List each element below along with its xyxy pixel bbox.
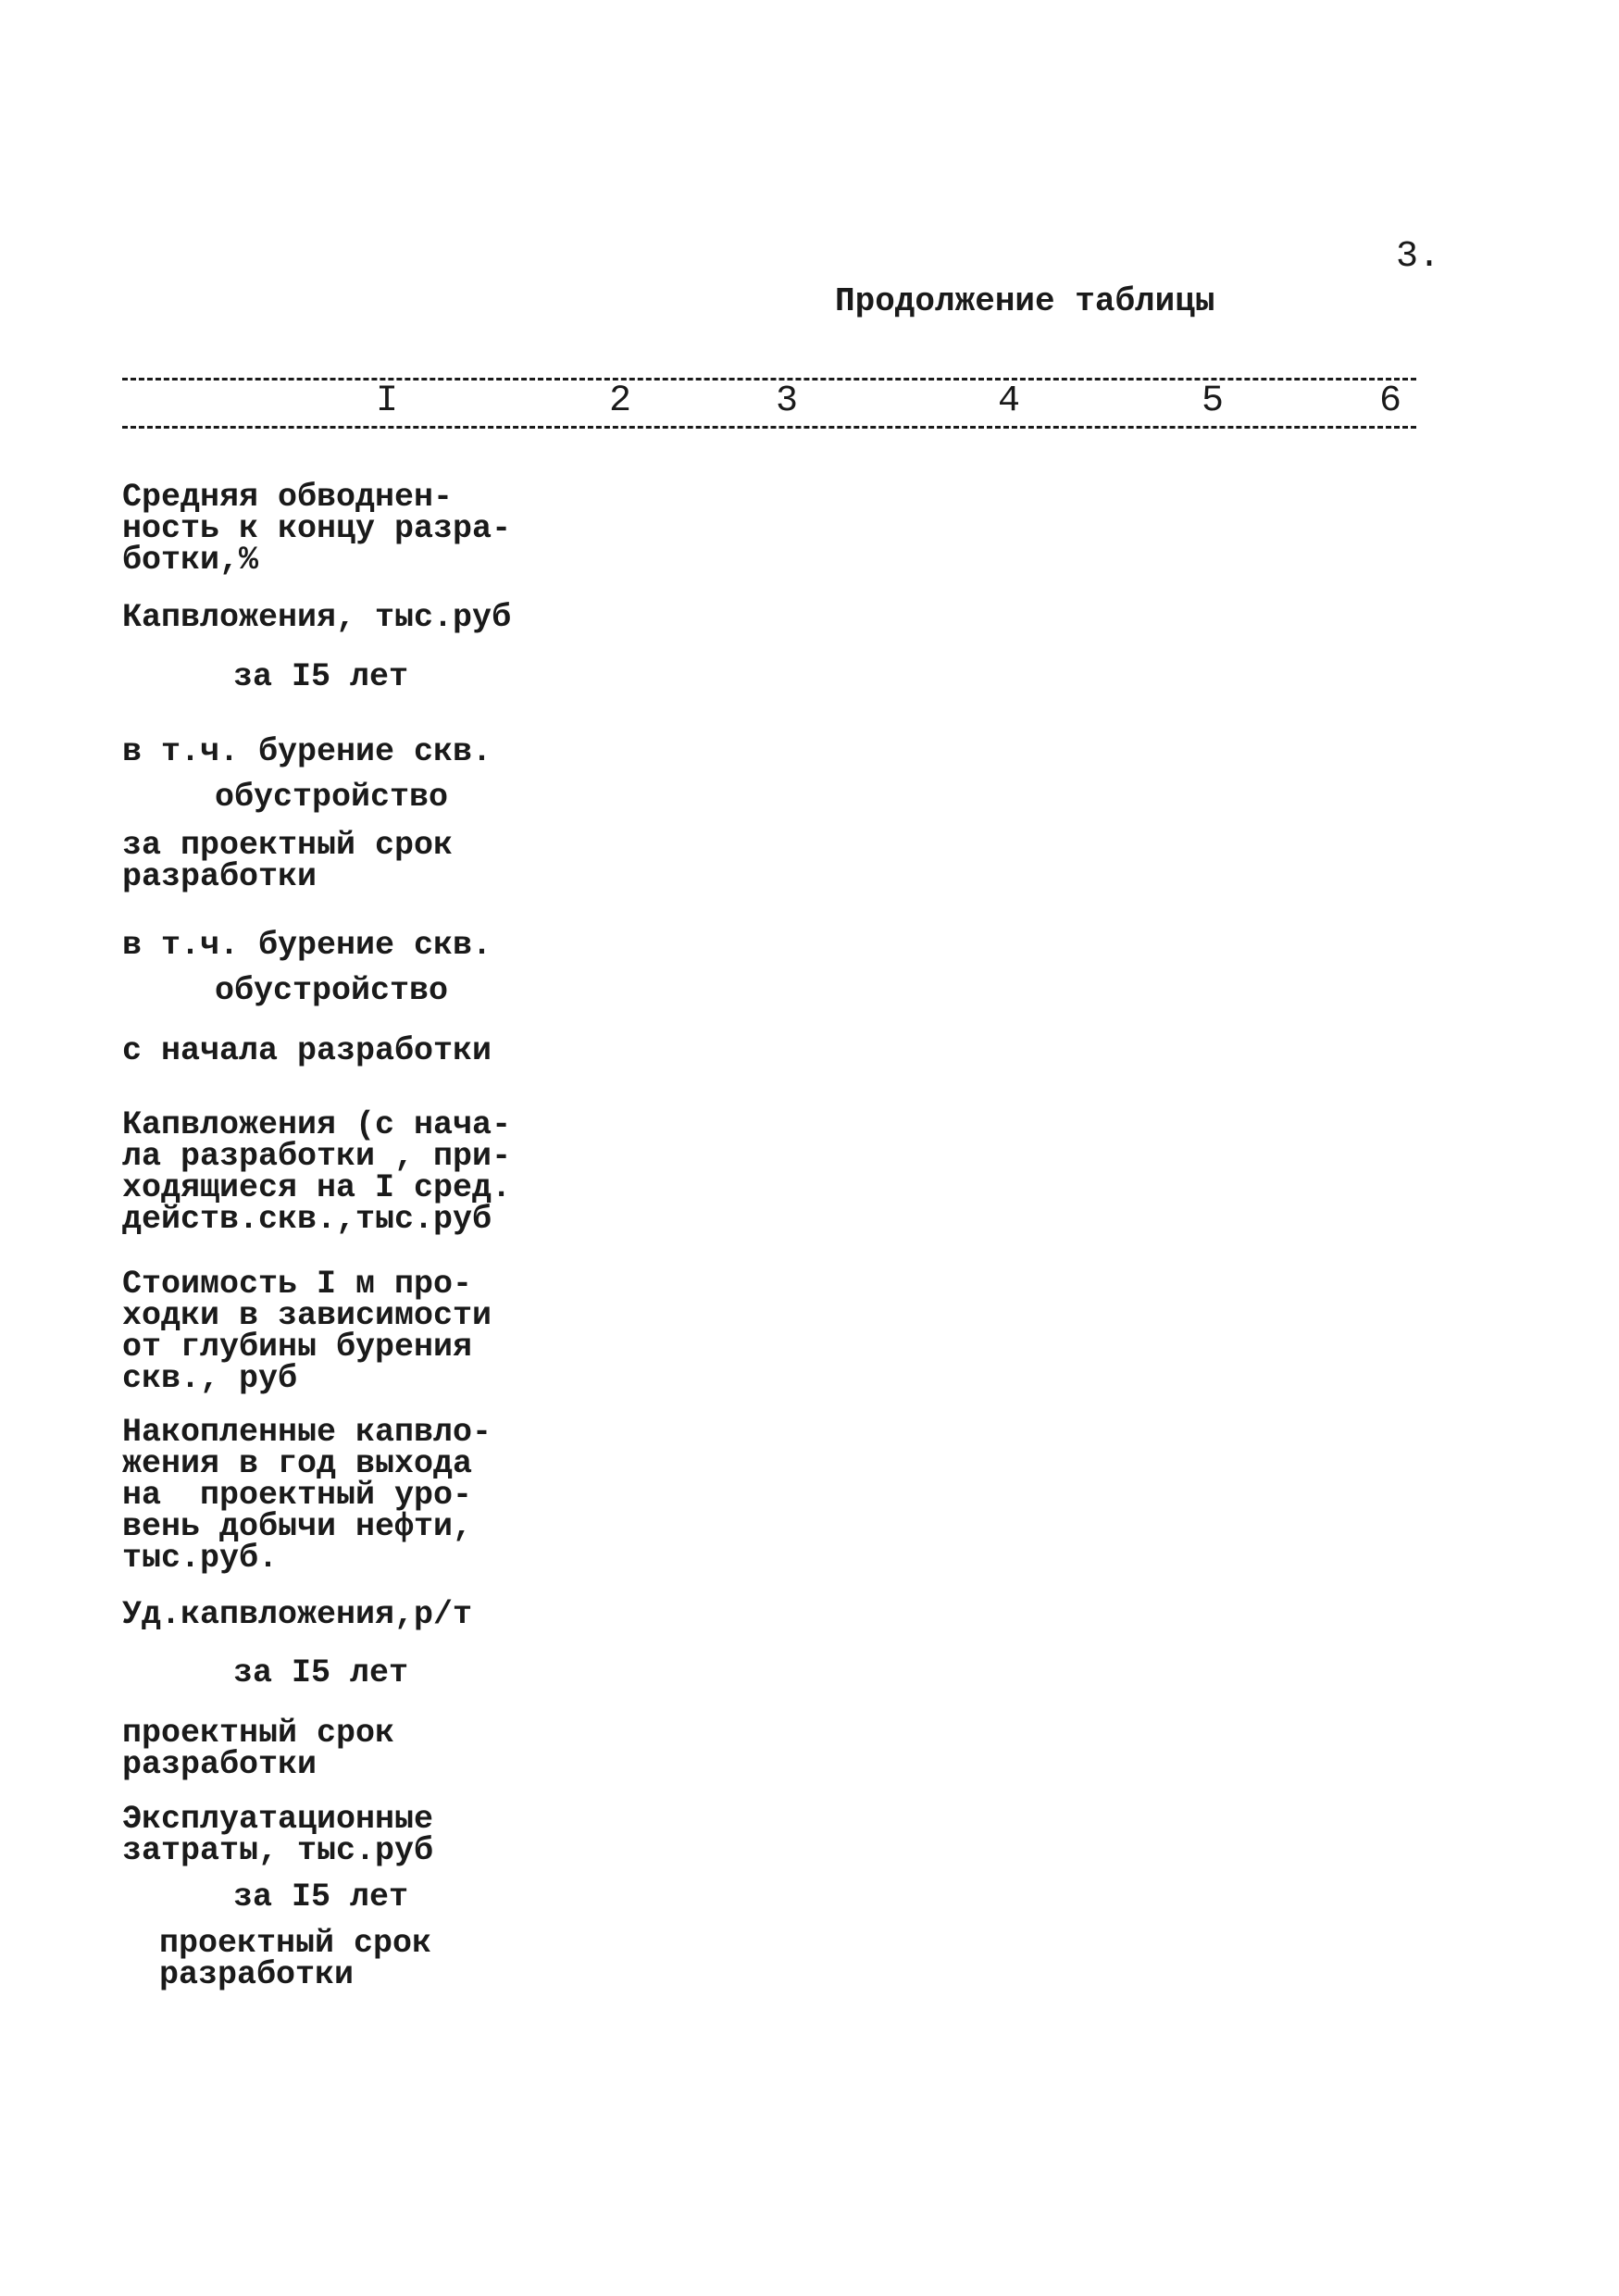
- column-header-6: 6: [1379, 381, 1402, 422]
- row-label-construction-2: обустройство: [215, 972, 449, 1009]
- row-label-design-period-2: проектный срок разработки: [122, 1715, 395, 1783]
- row-label-capital-investment: Капвложения, тыс.руб: [122, 599, 512, 636]
- row-label-capital-per-well: Капвложения (с нача- ла разработки , при- ходящиеся на I сред. действ.скв.,тыс.руб: [122, 1106, 512, 1238]
- column-header-3: 3: [776, 381, 799, 422]
- row-label-from-start: с начала разработки: [122, 1032, 492, 1069]
- row-label-15-years-3: за I5 лет: [233, 1878, 409, 1915]
- row-label-15-years-2: за I5 лет: [233, 1654, 409, 1691]
- row-label-design-period-3: проектный срок разработки: [159, 1925, 432, 1993]
- row-label-water-cut: Средняя обводнен- ность к концу разра- ботки,%: [122, 479, 512, 579]
- table-caption: Продолжение таблицы: [835, 282, 1215, 320]
- row-label-drilling: в т.ч. бурение скв.: [122, 733, 492, 770]
- row-label-design-period: за проектный срок разработки: [122, 827, 454, 895]
- row-label-drilling-cost: Стоимость I м про- ходки в зависимости от глубины бурения скв., руб: [122, 1266, 492, 1397]
- row-label-drilling-2: в т.ч. бурение скв.: [122, 927, 492, 964]
- page-number: 3.: [1396, 236, 1441, 278]
- column-header-5: 5: [1202, 381, 1225, 422]
- row-label-operating-costs: Эксплуатационные затраты, тыс.руб: [122, 1801, 434, 1869]
- table-header-rule-bottom: [122, 426, 1416, 429]
- column-header-4: 4: [998, 381, 1021, 422]
- column-header-2: 2: [609, 381, 632, 422]
- row-label-15-years: за I5 лет: [233, 658, 409, 695]
- column-header-1: I: [376, 381, 399, 422]
- row-label-construction: обустройство: [215, 779, 449, 816]
- row-label-specific-investment: Уд.капвложения,р/т: [122, 1596, 473, 1633]
- row-label-accumulated-investment: Накопленные капвло- жения в год выхода на проектный уро- вень добычи нефти, тыс.руб.: [122, 1414, 492, 1577]
